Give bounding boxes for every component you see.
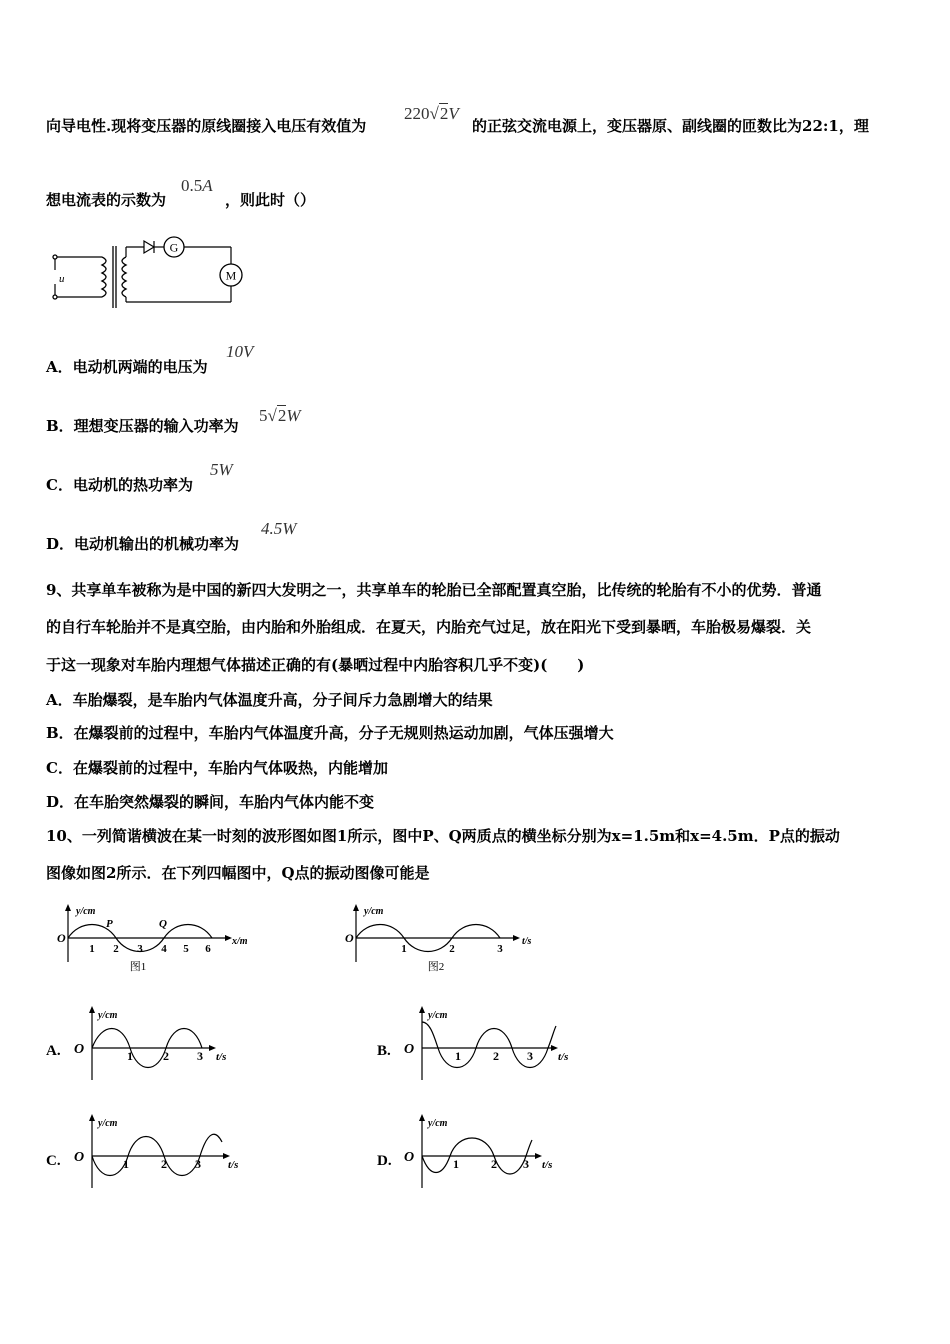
- q9-stem-line1: 9、共享单车被称为是中国的新四大发明之一，共享单车的轮胎已全部配置真空胎，比传统的轮胎有不小的优势．普通: [46, 581, 822, 599]
- fig2-tick-2: 2: [449, 943, 455, 955]
- opt-d-tick-3: 3: [523, 1157, 529, 1171]
- q8-line1-text-a: 向导电性.现将变压器的原线圈接入电压有效值为: [46, 117, 367, 135]
- fig2-tick-3: 3: [497, 943, 503, 955]
- q9-option-d: D．在车胎突然爆裂的瞬间，车胎内气体内能不变: [46, 793, 375, 811]
- q10-option-c-label: C.: [46, 1153, 61, 1169]
- opt-a-tick-3: 3: [197, 1049, 203, 1063]
- opt-d-ylabel: y/cm: [428, 1118, 448, 1129]
- opt-c-tick-2: 2: [161, 1157, 167, 1171]
- opt-d-xlabel: t/s: [542, 1159, 553, 1171]
- fig1-point-p: P: [106, 918, 113, 930]
- opt-c-wave: [92, 1134, 222, 1175]
- q10-option-b-label: B.: [377, 1043, 391, 1059]
- opt-d-origin: O: [404, 1150, 415, 1165]
- q8-option-d-text: D．电动机输出的机械功率为: [46, 535, 240, 553]
- q8-option-d-value: 4.5W: [261, 519, 297, 538]
- q10-option-d-label: D.: [377, 1153, 392, 1169]
- fig1-ylabel: y/cm: [76, 906, 96, 917]
- q9-option-b: B．在爆裂前的过程中，车胎内气体温度升高，分子无规则热运动加剧，气体压强增大: [46, 724, 614, 742]
- opt-b-origin: O: [404, 1042, 415, 1057]
- q8-option-a-text: A．电动机两端的电压为: [46, 358, 208, 376]
- q8-option-a-value: 10V: [226, 342, 254, 361]
- opt-c-ylabel: y/cm: [98, 1118, 118, 1129]
- fig1-tick-6: 6: [205, 943, 211, 955]
- opt-b-xlabel: t/s: [558, 1051, 569, 1063]
- q8-option-c: [46, 475, 193, 495]
- opt-b-ylabel: y/cm: [428, 1010, 448, 1021]
- opt-a-tick-2: 2: [163, 1049, 169, 1063]
- primary-coil: [102, 257, 106, 297]
- current-unit: A: [202, 176, 213, 195]
- fig1-point-q: Q: [159, 918, 167, 930]
- source-label-u: u: [59, 273, 65, 285]
- q9-option-c: C．在爆裂前的过程中，车胎内气体吸热，内能增加: [46, 759, 388, 777]
- q8-line2: [46, 190, 166, 210]
- q10-option-d-graph[interactable]: [398, 1112, 568, 1192]
- opt-c-xlabel: t/s: [228, 1159, 239, 1171]
- fig1-xlabel: x/m: [232, 936, 248, 947]
- secondary-coil: [122, 257, 126, 297]
- opt-d-tick-1: 1: [453, 1157, 459, 1171]
- motor-label: M: [225, 268, 237, 283]
- opt-b-tick-1: 1: [455, 1049, 461, 1063]
- q10-option-a-graph[interactable]: [66, 1004, 236, 1084]
- fig2-tick-1: 1: [401, 943, 407, 955]
- fig1-tick-3: 3: [137, 943, 143, 955]
- fig1-origin: O: [57, 931, 66, 945]
- fig2-xlabel: t/s: [522, 936, 532, 947]
- opt-a-tick-1: 1: [127, 1049, 133, 1063]
- fig1-tick-1: 1: [89, 943, 95, 955]
- q8-option-d: [46, 534, 239, 554]
- q10-stem-line1: 10、一列简谐横波在某一时刻的波形图如图1所示，图中P、Q两质点的横坐标分别为x=1.5m和x=4.5m．P点的振动: [46, 827, 840, 845]
- circuit-diagram: [46, 236, 252, 312]
- voltage-coef: 220: [404, 104, 430, 123]
- fig1-tick-5: 5: [183, 943, 189, 955]
- voltage-unit: V: [448, 104, 459, 123]
- q10-option-c-graph[interactable]: [66, 1112, 246, 1192]
- opt-b-wave: [422, 1022, 556, 1068]
- q9-stem-line3: 于这一现象对车胎内理想气体描述正确的有(暴晒过程中内胎容积几乎不变)( ): [46, 656, 585, 674]
- opt-a-xlabel: t/s: [216, 1051, 227, 1063]
- q8-option-b: [46, 416, 239, 436]
- q8-line1-b: [472, 116, 869, 136]
- fig2-caption: 图2: [427, 961, 445, 973]
- current-value: 0.5: [181, 176, 203, 195]
- q8-option-b-value: 5√2W: [259, 406, 301, 425]
- figure-1-waveform: [56, 902, 266, 976]
- q8-option-b-text: B．理想变压器的输入功率为: [46, 417, 239, 435]
- q9-stem-line2: 的自行车轮胎并不是真空胎，由内胎和外胎组成．在夏天，内胎充气过足，放在阳光下受到暴晒，车胎极易爆裂．关: [46, 618, 812, 636]
- q8-line1-text-b: 的正弦交流电源上，变压器原、副线圈的匝数比为22:1，理: [472, 117, 869, 135]
- voltage-root: 2: [439, 104, 449, 123]
- opt-c-origin: O: [74, 1150, 85, 1165]
- fig1-tick-2: 2: [113, 943, 119, 955]
- q8-line2-text-b: ，则此时（）: [225, 191, 316, 209]
- fig2-ylabel: y/cm: [364, 906, 384, 917]
- q9-option-a: A．车胎爆裂，是车胎内气体温度升高，分子间斥力急剧增大的结果: [46, 691, 493, 709]
- fig2-origin: O: [345, 931, 354, 945]
- figure-2-vibration: [340, 902, 550, 976]
- q8-option-a: [46, 357, 208, 377]
- q8-line2-b: [225, 190, 315, 210]
- opt-c-tick-3: 3: [195, 1157, 201, 1171]
- opt-b-tick-3: 3: [527, 1049, 533, 1063]
- opt-c-tick-1: 1: [123, 1157, 129, 1171]
- opt-d-tick-2: 2: [491, 1157, 497, 1171]
- q8-current: [181, 176, 213, 196]
- q8-option-c-value: 5W: [210, 460, 233, 479]
- opt-a-ylabel: y/cm: [98, 1010, 118, 1021]
- fig1-tick-4: 4: [161, 943, 167, 955]
- q10-option-a-label: A.: [46, 1043, 61, 1059]
- q8-line1: [46, 116, 366, 136]
- opt-b-tick-2: 2: [493, 1049, 499, 1063]
- terminal-bottom: [53, 295, 57, 299]
- q10-stem-line2: 图像如图2所示．在下列四幅图中，Q点的振动图像可能是: [46, 864, 430, 882]
- fig1-caption: 图1: [129, 961, 147, 973]
- galvanometer-label: G: [169, 240, 179, 255]
- q8-option-c-text: C．电动机的热功率为: [46, 476, 193, 494]
- terminal-top: [53, 255, 57, 259]
- q10-option-b-graph[interactable]: [398, 1004, 578, 1084]
- q8-voltage: 220√2V: [404, 104, 459, 123]
- opt-a-origin: O: [74, 1042, 85, 1057]
- diode-icon: [144, 241, 154, 253]
- q8-line2-text-a: 想电流表的示数为: [46, 191, 167, 209]
